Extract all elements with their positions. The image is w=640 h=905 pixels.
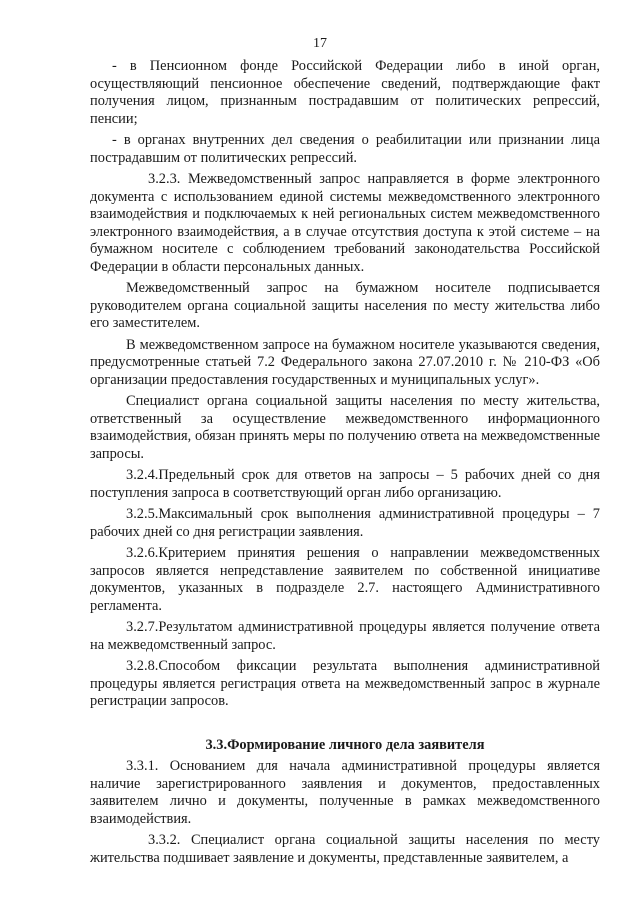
paragraph-paper-request-contents: В межведомственном запросе на бумажном носителе указываются сведения, предусмотренные статьей 7.2 Федерального закона 27.07.2010 г. № 210-ФЗ «Об организации предоставления государственных и муниципальных услуг». <box>90 336 600 388</box>
list-item-pension-fund: - в Пенсионном фонде Российской Федерации либо в иной орган, осуществляющий пенсионное обеспечение сведений, подтверждающие факт получения лицом, признанным пострадавшим от политических репрессий, пенсии; <box>90 58 600 127</box>
clause-3-2-8: 3.2.8.Способом фиксации результата выполнения административной процедуры является регистрация ответа на межведомственный запрос в журнале регистрации запросов. <box>90 658 600 709</box>
clause-3-2-6: 3.2.6.Критерием принятия решения о направлении межведомственных запросов является непредставление заявителем по собственной инициативе документов, указанных в подразделе 2.7. настоящего Административного регламента. <box>90 545 600 614</box>
page-body <box>90 58 600 867</box>
clause-3-3-2: 3.3.2. Специалист органа социальной защиты населения по месту жительства подшивает заявление и документы, представленные заявителем, а <box>90 832 600 866</box>
page-number: 17 <box>313 36 327 51</box>
clause-3-2-3: 3.2.3. Межведомственный запрос направляется в форме электронного документа с использованием единой системы межведомственного электронного взаимодействия и подключаемых к ней региональных систем межведомственного электронного взаимодействия, а в случае отсутствия доступа к этой системе – на бумажном носителе с соблюдением требований законодательства Российской Федерации в области персональных данных. <box>90 171 600 275</box>
section-heading: 3.3.Формирование личного дела заявителя <box>205 736 485 753</box>
clause-3-3-1: 3.3.1. Основанием для начала административной процедуры является наличие зарегистрированного заявления и документов, предоставленных заявителем лично и документы, полученные в рамках межведомственного взаимодействия. <box>90 758 600 827</box>
clause-3-2-5: 3.2.5.Максимальный срок выполнения административной процедуры – 7 рабочих дней со дня регистрации заявления. <box>90 506 600 540</box>
clause-3-2-7: 3.2.7.Результатом административной процедуры является получение ответа на межведомственный запрос. <box>90 619 600 653</box>
paragraph-specialist-duties: Специалист органа социальной защиты населения по месту жительства, ответственный за осуществление межведомственного информационного взаимодействия, обязан принять меры по получению ответа на межведомственные запросы. <box>90 393 600 462</box>
clause-3-2-4: 3.2.4.Предельный срок для ответов на запросы – 5 рабочих дней со дня поступления запроса в соответствующий орган либо организацию. <box>90 467 600 501</box>
list-item-internal-affairs: - в органах внутренних дел сведения о реабилитации или признании лица пострадавшим от политических репрессий. <box>90 132 600 166</box>
paragraph-paper-request-signing: Межведомственный запрос на бумажном носителе подписывается руководителем органа социальной защиты населения по месту жительства либо его заместителем. <box>90 280 600 331</box>
